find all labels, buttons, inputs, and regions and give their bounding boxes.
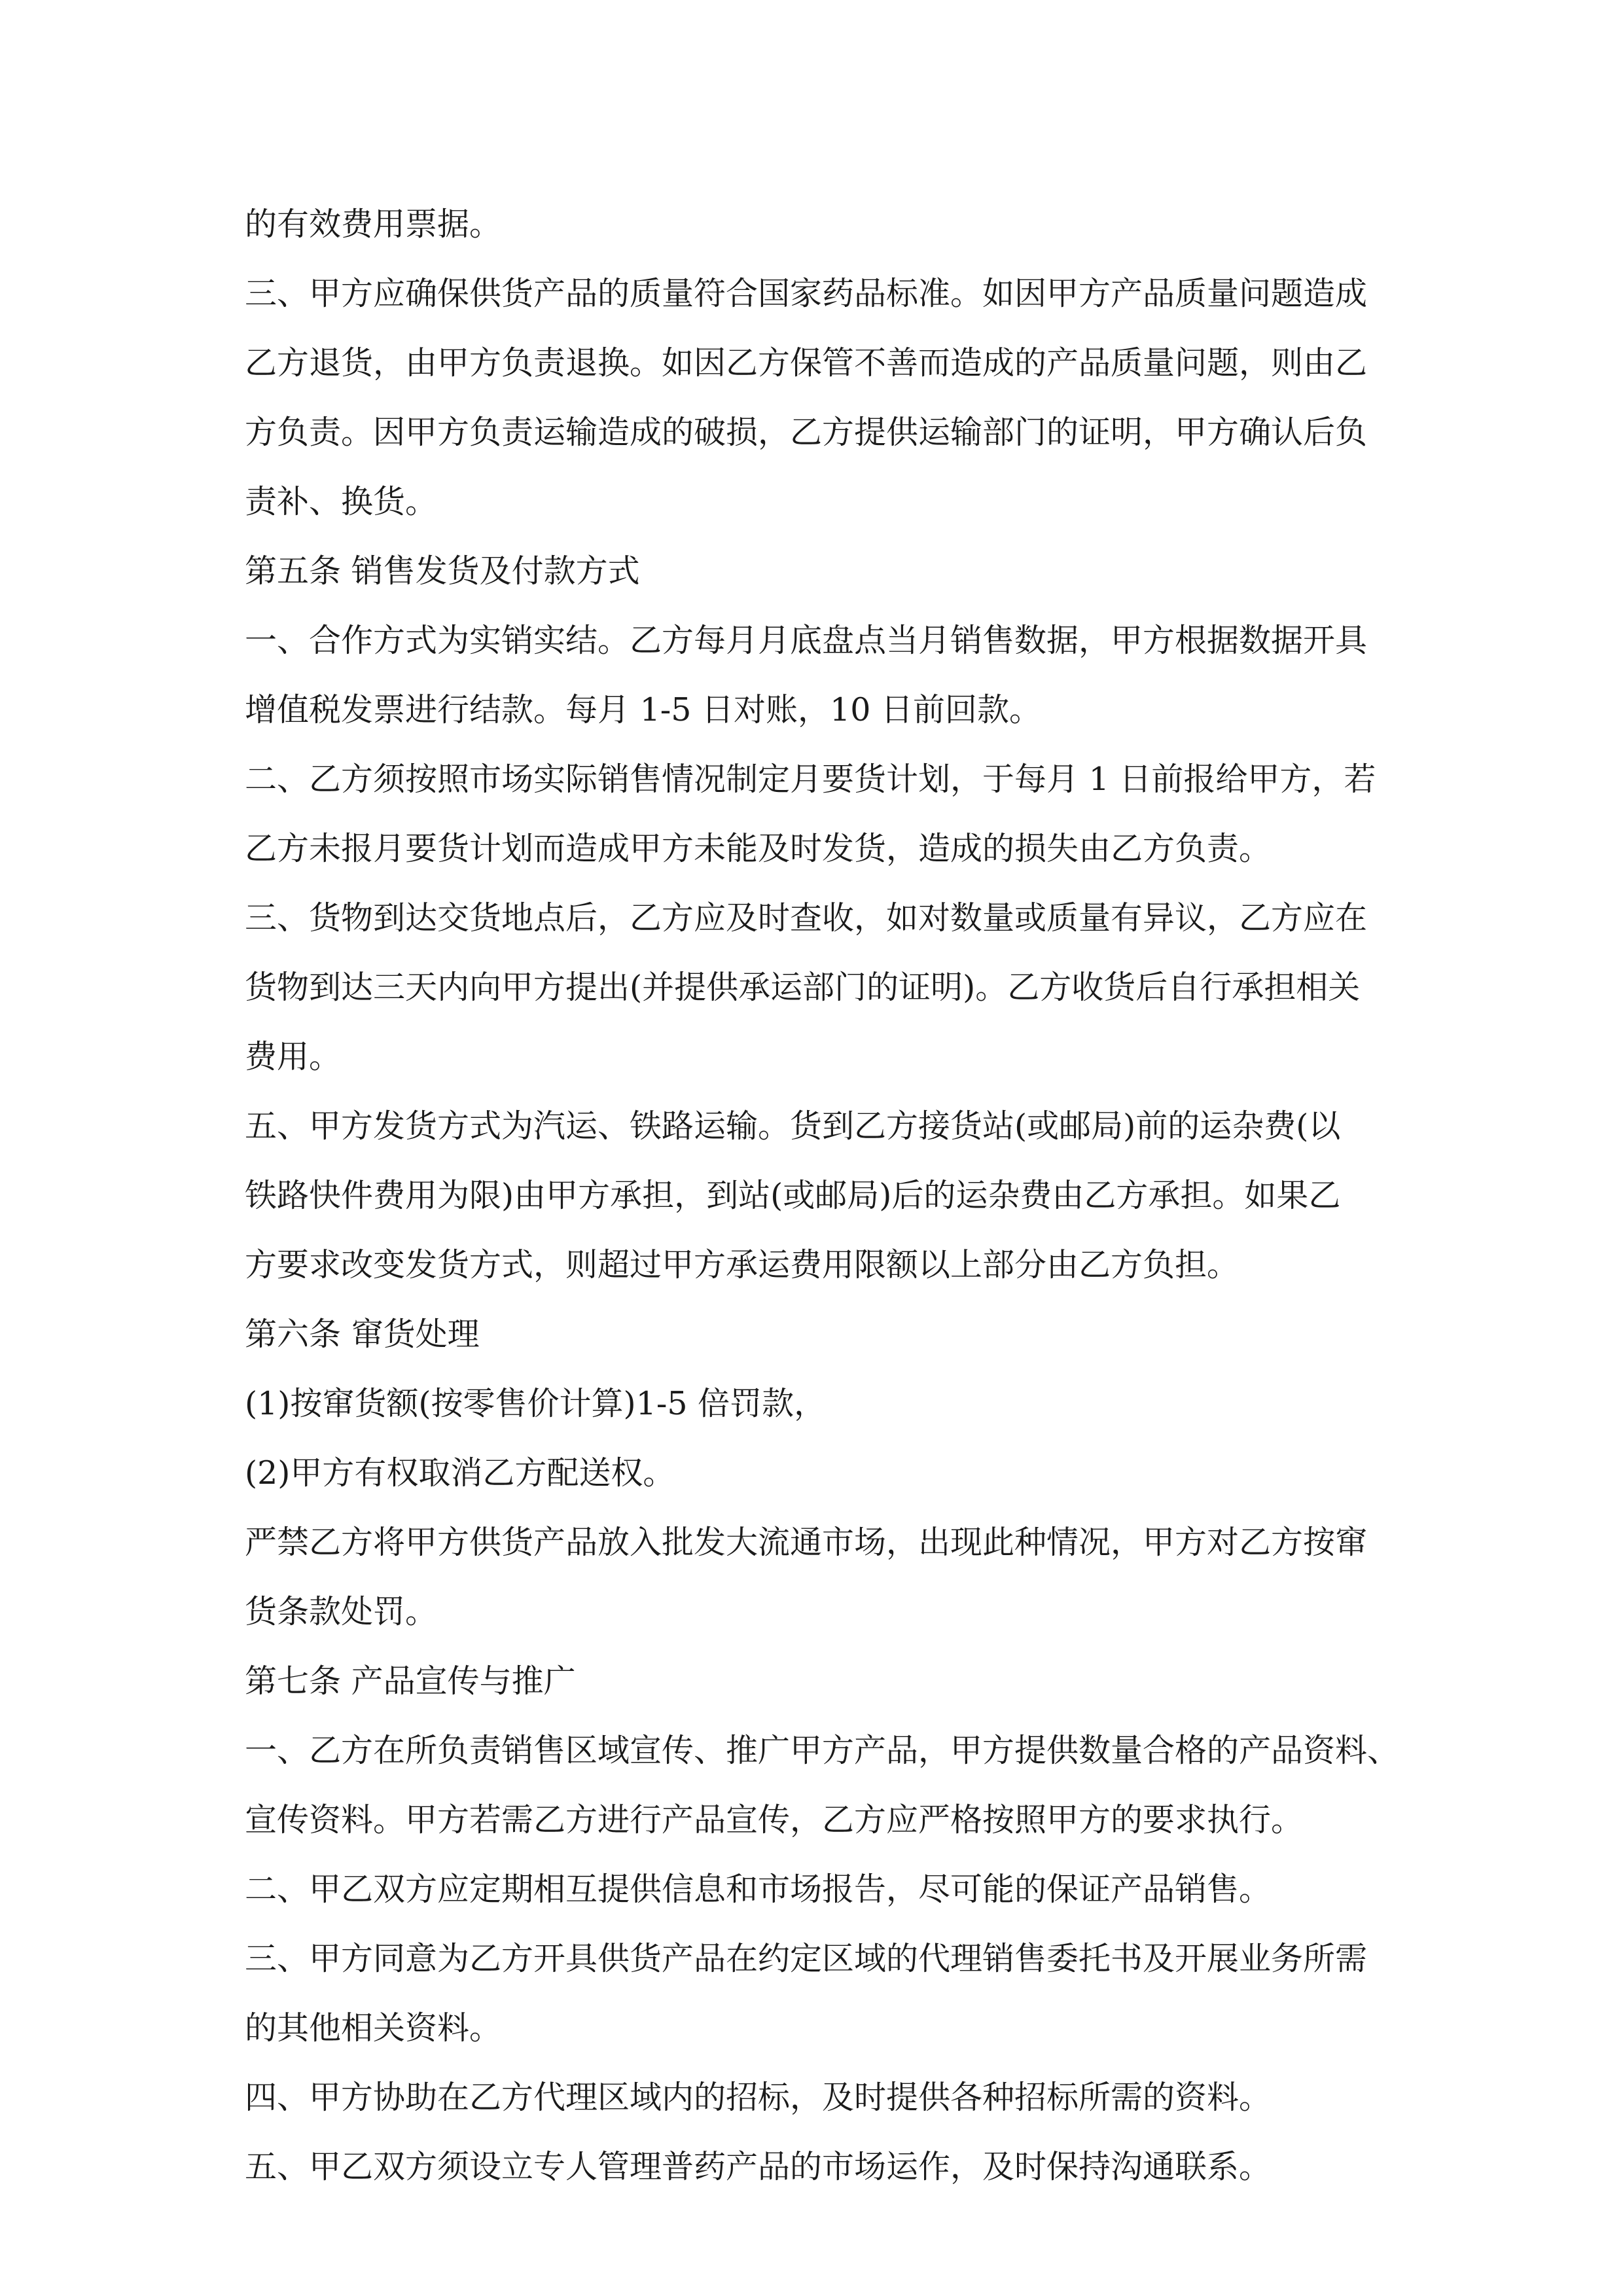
text-line: 乙方未报月要货计划而造成甲方未能及时发货，造成的损失由乙方负责。: [245, 830, 1272, 867]
contract-body: [245, 190, 1400, 2202]
text-line: 铁路快件费用为限)由甲方承担，到站(或邮局)后的运杂费由乙方承担。如果乙: [245, 1177, 1341, 1214]
text-line: 的其他相关资料。: [245, 2009, 502, 2047]
text-line: 货物到达三天内向甲方提出(并提供承运部门的证明)。乙方收货后自行承担相关: [245, 969, 1361, 1006]
text-line: 方负责。因甲方负责运输造成的破损，乙方提供运输部门的证明，甲方确认后负: [245, 414, 1368, 451]
text-line: 的有效费用票据。: [245, 206, 502, 243]
text-line: 一、合作方式为实销实结。乙方每月月底盘点当月销售数据，甲方根据数据开具: [245, 622, 1368, 659]
text-line: 费用。: [245, 1038, 342, 1075]
text-line: 一、乙方在所负责销售区域宣传、推广甲方产品，甲方提供数量合格的产品资料、: [245, 1732, 1400, 1769]
text-line: 方要求改变发货方式，则超过甲方承运费用限额以上部分由乙方负担。: [245, 1246, 1240, 1283]
text-line: 四、甲方协助在乙方代理区域内的招标，及时提供各种招标所需的资料。: [245, 2079, 1272, 2116]
text-line: 五、甲方发货方式为汽运、铁路运输。货到乙方接货站(或邮局)前的运杂费(以: [245, 1107, 1341, 1145]
text-line: 增值税发票进行结款。每月 1-5 日对账，10 日前回款。: [245, 691, 1041, 728]
text-line: (2)甲方有权取消乙方配送权。: [245, 1454, 675, 1492]
text-line: 三、甲方同意为乙方开具供货产品在约定区域的代理销售委托书及开展业务所需: [245, 1940, 1368, 1977]
section-heading: 第五条 销售发货及付款方式: [245, 552, 640, 590]
text-line: 三、货物到达交货地点后，乙方应及时查收，如对数量或质量有异议，乙方应在: [245, 899, 1368, 937]
text-line: 五、甲乙双方须设立专人管理普药产品的市场运作，及时保持沟通联系。: [245, 2148, 1272, 2185]
text-line: 二、乙方须按照市场实际销售情况制定月要货计划，于每月 1 日前报给甲方，若: [245, 761, 1376, 798]
text-line: 严禁乙方将甲方供货产品放入批发大流通市场，出现此种情况，甲方对乙方按窜: [245, 1524, 1368, 1561]
section-heading: 第六条 窜货处理: [245, 1316, 480, 1353]
text-line: 乙方退货，由甲方负责退换。如因乙方保管不善而造成的产品质量问题，则由乙: [245, 344, 1368, 382]
text-line: 责补、换货。: [245, 483, 438, 520]
text-line: 货条款处罚。: [245, 1593, 438, 1630]
text-line: 三、甲方应确保供货产品的质量符合国家药品标准。如因甲方产品质量问题造成: [245, 275, 1368, 312]
section-heading: 第七条 产品宣传与推广: [245, 1662, 576, 1700]
text-line: (1)按窜货额(按零售价计算)1-5 倍罚款，: [245, 1385, 827, 1422]
text-line: 宣传资料。甲方若需乙方进行产品宣传，乙方应严格按照甲方的要求执行。: [245, 1801, 1304, 1839]
text-line: 二、甲乙双方应定期相互提供信息和市场报告，尽可能的保证产品销售。: [245, 1871, 1272, 1908]
